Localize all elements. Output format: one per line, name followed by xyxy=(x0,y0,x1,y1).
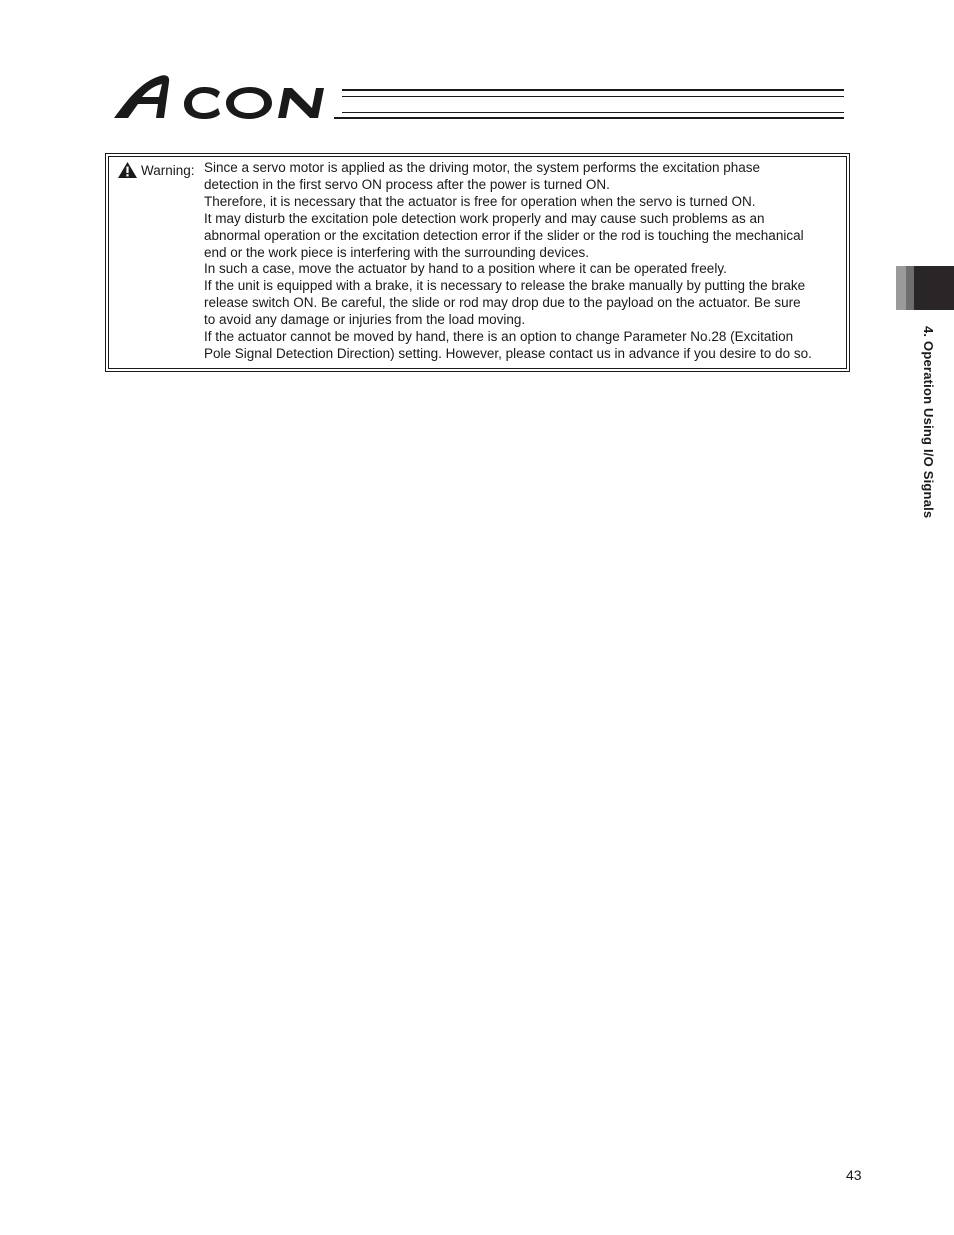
warning-line: Therefore, it is necessary that the actuator is free for operation when the servo is turned ON. xyxy=(204,193,756,209)
warning-line: In such a case, move the actuator by hand to a position where it can be operated freely. xyxy=(204,261,727,277)
warning-line: end or the work piece is interfering with the surrounding devices. xyxy=(204,244,589,260)
warning-line: release switch ON. Be careful, the slide or rod may drop due to the payload on the actuator. Be sure xyxy=(204,295,801,311)
header-rule xyxy=(342,89,844,91)
chapter-tab-stripe xyxy=(906,266,914,310)
header-rule xyxy=(334,117,844,119)
header-rule xyxy=(342,96,844,97)
warning-triangle-icon xyxy=(117,161,138,179)
warning-label: Warning: xyxy=(141,162,195,178)
warning-line: Pole Signal Detection Direction) setting. However, please contact us in advance if you desire to do so. xyxy=(204,345,812,361)
warning-line: If the unit is equipped with a brake, it is necessary to release the brake manually by putting the brake xyxy=(204,278,806,294)
page-number: 43 xyxy=(846,1167,862,1183)
warning-line: It may disturb the excitation pole detection work properly and may cause such problems as an xyxy=(204,210,765,226)
warning-line: abnormal operation or the excitation detection error if the slider or the rod is touching the mechanical xyxy=(204,227,804,243)
warning-line: to avoid any damage or injuries from the load moving. xyxy=(204,312,526,328)
chapter-title: 4. Operation Using I/O Signals xyxy=(921,326,936,519)
warning-line: detection in the first servo ON process after the power is turned ON. xyxy=(204,176,610,192)
header-rule xyxy=(342,112,844,113)
warning-line: Since a servo motor is applied as the driving motor, the system performs the excitation phase xyxy=(204,160,761,175)
acon-logo xyxy=(112,72,342,122)
chapter-tab-stripe xyxy=(896,266,906,310)
warning-line: If the actuator cannot be moved by hand, there is an option to change Parameter No.28 (Excitation xyxy=(204,329,794,345)
chapter-tab-stripe xyxy=(914,266,954,310)
warning-text xyxy=(204,160,844,363)
warning-heading xyxy=(117,160,195,180)
chapter-side-label xyxy=(920,326,936,550)
chapter-tab xyxy=(896,266,954,310)
